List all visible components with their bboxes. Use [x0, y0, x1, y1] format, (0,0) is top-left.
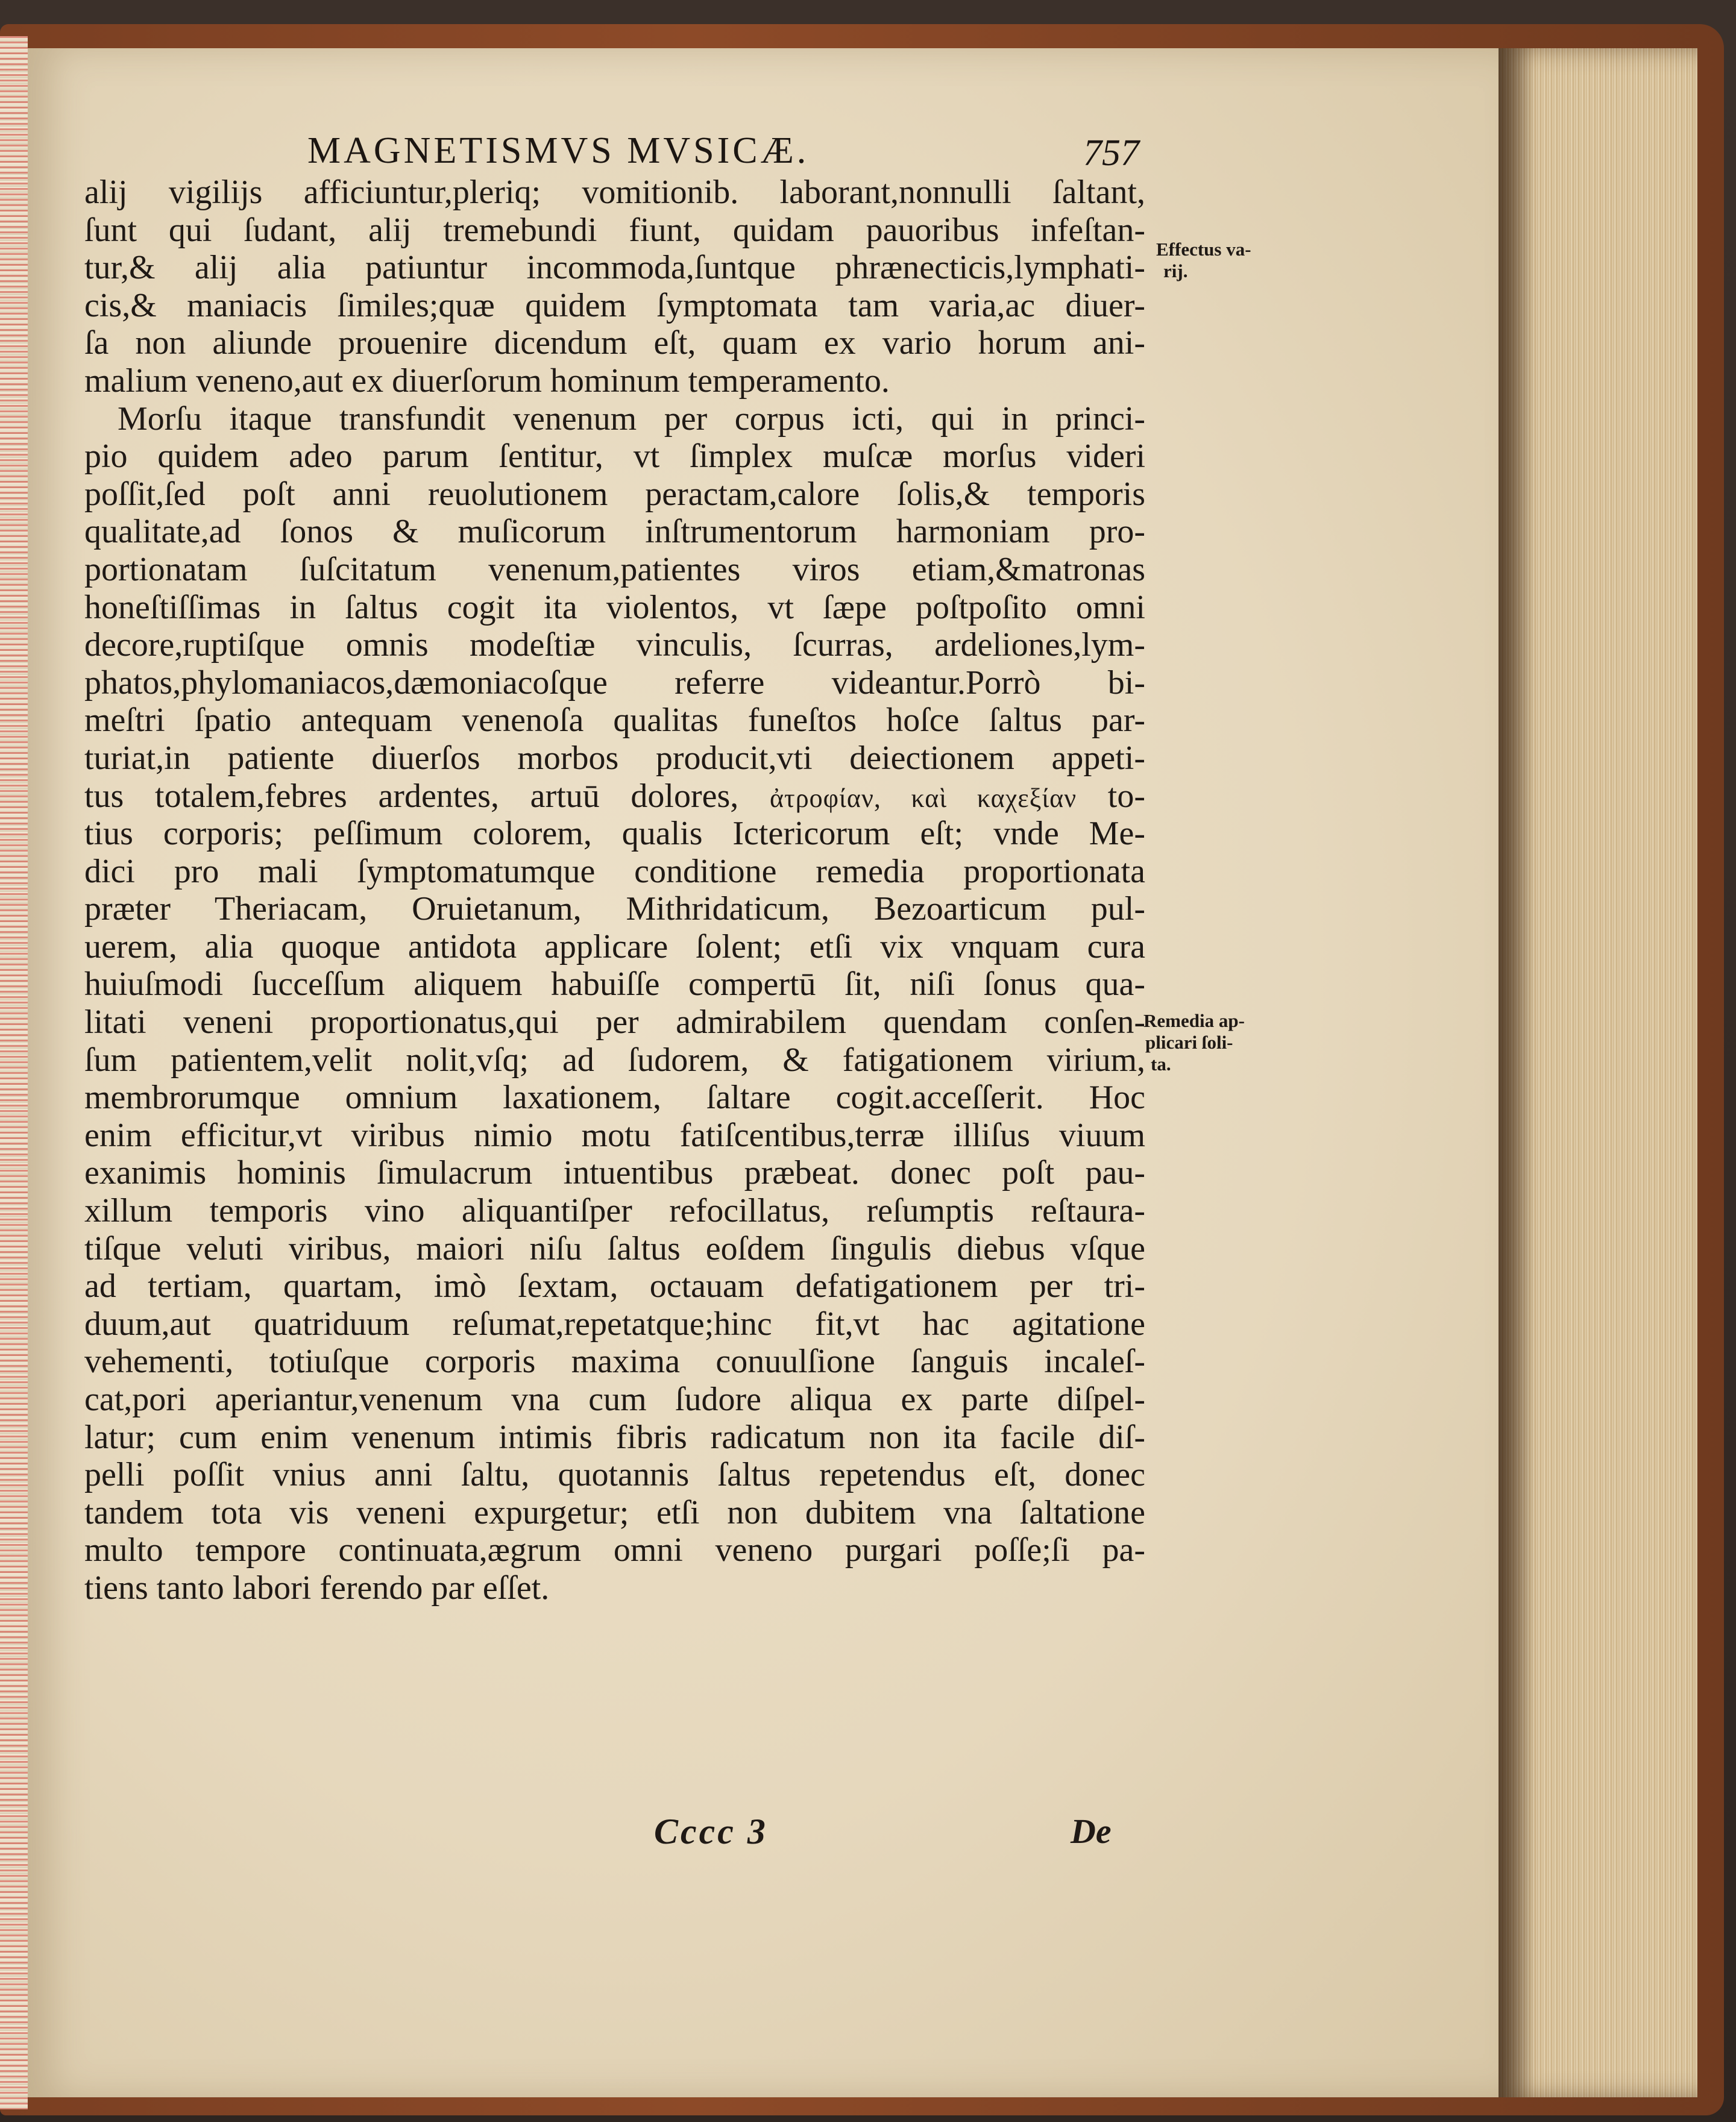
text-line: tur,& alij alia patiuntur incommoda,ſuntque phrænecticis,lymphati- [84, 249, 1145, 287]
text-line: phatos,phylomaniacos,dæmoniacoſque referre videantur.Porrò bi- [84, 664, 1145, 702]
running-title: MAGNETISMVS MVSICÆ. [307, 130, 810, 171]
marginal-note-effectus [1156, 239, 1251, 282]
ribbon-marker [0, 36, 28, 2109]
text-line: turiat,in patiente diuerſos morbos producit,vti deiectionem appeti- [84, 739, 1145, 777]
page-stack-right [1499, 48, 1697, 2097]
text-line: decore,ruptiſque omnis modeſtiæ vinculis, ſcurras, ardeliones,lym- [84, 626, 1145, 664]
text-line: duum,aut quatriduum reſumat,repetatque;hinc fit,vt hac agitatione [84, 1305, 1145, 1343]
greek-phrase: ἀτροφίαν, καὶ καχεξίαν [769, 783, 1077, 813]
text-line-greek [84, 777, 1145, 815]
text-line: cis,& maniacis ſimiles;quæ quidem ſymptomata tam varia,ac diuer- [84, 286, 1145, 324]
text-line: enim efficitur,vt viribus nimio motu fatiſcentibus,terræ illiſus viuum [84, 1116, 1145, 1154]
text-line: cat,pori aperiantur,venenum vna cum ſudore aliqua ex parte diſpel- [84, 1381, 1145, 1418]
text-line: vehementi, totiuſque corporis maxima conuulſione ſanguis incaleſ- [84, 1343, 1145, 1381]
marginal-line: plicari ſoli- [1145, 1032, 1233, 1053]
page-edges-left [0, 36, 28, 2109]
text-line: ad tertiam, quartam, imò ſextam, octauam defatigationem per tri- [84, 1267, 1145, 1305]
text-line: alij vigilijs afficiuntur,pleriq; vomitionib. laborant,nonnulli ſaltant, [84, 174, 1145, 211]
text-line: xillum temporis vino aliquantiſper refocillatus, reſumptis reſtaura- [84, 1192, 1145, 1230]
body-text [84, 174, 1145, 1607]
running-head [307, 130, 1139, 178]
marginal-line: Remedia ap- [1143, 1010, 1245, 1031]
text-line: dici pro mali ſymptomatumque conditione remedia proportionata [84, 852, 1145, 890]
text-line: qualitate,ad ſonos & muſicorum inſtrumentorum harmoniam pro- [84, 513, 1145, 551]
text-line: membrorumque omnium laxationem, ſaltare cogit.acceſſerit. Hoc [84, 1079, 1145, 1117]
text-line: ſum patientem,velit nolit,vſq; ad ſudorem, & fatigationem virium, [84, 1041, 1145, 1079]
text-line: portionatam ſuſcitatum venenum,patientes viros etiam,&matronas [84, 550, 1145, 588]
text-line: meſtri ſpatio antequam venenoſa qualitas funeſtos hoſce ſaltus par- [84, 702, 1145, 739]
text-line: huiuſmodi ſucceſſum aliquem habuiſſe compertū ſit, niſi ſonus qua- [84, 965, 1145, 1003]
text-line: uerem, alia quoque antidota applicare ſolent; etſi vix vnquam cura [84, 928, 1145, 965]
text-line: tiſque veluti viribus, maiori niſu ſaltus eoſdem ſingulis diebus vſque [84, 1229, 1145, 1267]
text-line: malium veneno,aut ex diuerſorum hominum temperamento. [84, 362, 890, 400]
text-line: pelli poſſit vnius anni ſaltu, quotannis ſaltus repetendus eſt, donec [84, 1456, 1145, 1494]
text-line: pio quidem adeo parum ſentitur, vt ſimplex muſcæ morſus videri [84, 438, 1145, 476]
text-line: Morſu itaque transfundit venenum per corpus icti, qui in princi- [118, 400, 1145, 438]
signature-mark: Cccc 3 [654, 1812, 768, 1851]
text-line: ſa non aliunde prouenire dicendum eſt, quam ex vario horum ani- [84, 324, 1145, 362]
text-line: præter Theriacam, Oruietanum, Mithridaticum, Bezoarticum pul- [84, 890, 1145, 928]
marginal-line: rij. [1163, 260, 1188, 281]
text-line: litati veneni proportionatus,qui per admirabilem quendam conſen- [84, 1003, 1145, 1041]
page-number: 757 [1083, 133, 1139, 174]
text-line: poſſit,ſed poſt anni reuolutionem peractam,calore ſolis,& temporis [84, 475, 1145, 513]
text-line: honeſtiſſimas in ſaltus cogit ita violentos, vt ſæpe poſtpoſito omni [84, 588, 1145, 626]
text-line: tiens tanto labori ferendo par eſſet. [84, 1569, 550, 1607]
marginal-line: Effectus va- [1156, 239, 1251, 260]
text-line: latur; cum enim venenum intimis fibris radicatum non ita facile diſ- [84, 1418, 1145, 1456]
text-line: tius corporis; peſſimum colorem, qualis Ictericorum eſt; vnde Me- [84, 815, 1145, 853]
text-segment: tus totalem,febres ardentes, artuū dolores, [84, 777, 739, 815]
text-line: tandem tota vis veneni expurgetur; etſi non dubitem vna ſaltatione [84, 1493, 1145, 1531]
catchword: De [1071, 1812, 1112, 1851]
text-line: exanimis hominis ſimulacrum intuentibus præbeat. donec poſt pau- [84, 1154, 1145, 1192]
marginal-line: ta. [1151, 1053, 1171, 1075]
text-line: ſunt qui ſudant, alij tremebundi fiunt, quidam pauoribus infeſtan- [84, 211, 1145, 249]
text-segment: to- [1107, 777, 1146, 815]
text-line: multo tempore continuata,ægrum omni veneno purgari poſſe;ſi pa- [84, 1531, 1145, 1569]
marginal-note-remedia [1143, 1010, 1245, 1075]
